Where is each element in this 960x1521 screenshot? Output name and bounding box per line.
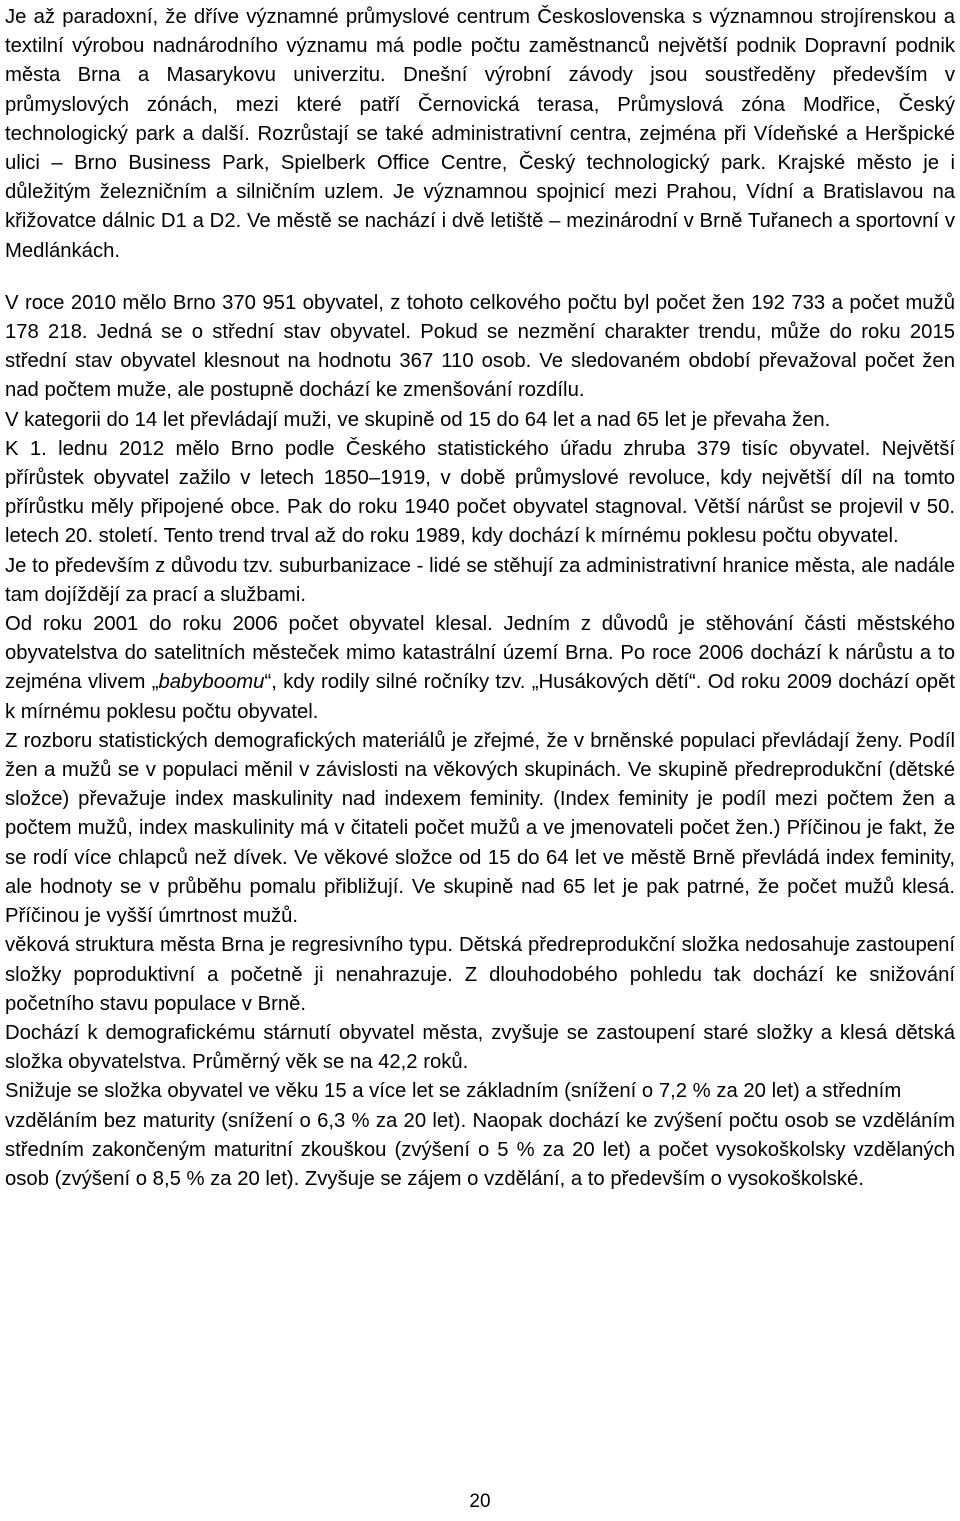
paragraph-text: K 1. lednu 2012 mělo Brno podle Českého statistického úřadu zhruba 379 tisíc obyvatel. Největší přírůstek obyvatel zažilo v letech 1850–1919, v době průmyslové revoluce, kdy největší díl na tomto přírůstku měly připojené obce. Pak do roku 1940 počet obyvatel stagnoval. Větší nárůst se projevil v 50. letech 20. století. Tento trend trval až do roku 1989, kdy dochází k mírnému poklesu počtu obyvatel. xyxy=(5,437,955,548)
paragraph-text: V kategorii do 14 let převládají muži, ve skupině od 15 do 64 let a nad 65 let je převaha žen. xyxy=(5,408,831,431)
paragraph-text: Od roku 2001 do roku 2006 počet obyvatel klesal. Jedním z důvodů je stěhování části městského obyvatelstva do satelitních městeček mimo katastrální území Brna. Po roce 2006 dochází k nárůstu a to zejména vlivem „ xyxy=(5,613,955,694)
document-body xyxy=(5,3,955,1194)
paragraph-spacer xyxy=(5,266,955,289)
paragraph-text: vzděláním bez maturity (snížení o 6,3 % za 20 let). Naopak dochází ke zvýšení počtu osob se vzděláním středním zakončeným maturitní zkouškou (zvýšení o 5 % za 20 let) a počet vysokoškolsky vzdělaných osob (zvýšení o 8,5 % za 20 let). Zvyšuje se zájem o vzdělání, a to především o vysokoškolské. xyxy=(5,1109,955,1190)
paragraph-text: Je to především z důvodu tzv. suburbanizace - lidé se stěhují za administrativní hranice města, ale nadále tam dojíždějí za prací a službami. xyxy=(5,554,955,606)
paragraph-population-2010 xyxy=(5,289,955,406)
paragraph-text: Z rozboru statistických demografických materiálů je zřejmé, že v brněnské populaci převládají ženy. Podíl žen a mužů se v populaci měnil v závislosti na věkových skupinách. Ve skupině předreprodukční (dětské složce) převažuje index maskulinity nad indexem feminity. (Index feminity je podíl mezi počtem žen a počtem mužů, index maskulinity má v čitateli počet mužů a ve jmenovateli počet žen.) Příčinou je fakt, že se rodí více chlapců než dívek. Ve věkové složce od 15 do 64 let ve městě Brně převládá index feminity, ale hodnoty se v průběhu pomalu přibližují. Ve skupině nad 65 let je pak patrné, že počet mužů klesá. Příčinou je vyšší úmrtnost mužů. xyxy=(5,729,955,928)
paragraph-age-structure xyxy=(5,931,955,1019)
paragraph-industry-transport xyxy=(5,3,955,266)
paragraph-text: Je až paradoxní, že dříve významné průmyslové centrum Československa s významnou strojírenskou a textilní výrobou nadnárodního významu má podle počtu zaměstnanců největší podnik Dopravní podnik města Brna a Masarykovu univerzitu. Dnešní výrobní závody jsou soustředěny především v průmyslových zónách, mezi které patří Černovická terasa, Průmyslová zóna Modřice, Český technologický park a další. Rozrůstají se také administrativní centra, zejména při Vídeňské a Heršpické ulici – Brno Business Park, Spielberk Office Centre, Český technologický park. Krajské město je i důležitým železničním a silničním uzlem. Je významnou spojnicí mezi Prahou, Vídní a Bratislavou na křižovatce dálnic D1 a D2. Ve městě se nachází i dvě letiště – mezinárodní v Brně Tuřanech a sportovní v Medlánkách. xyxy=(5,6,955,262)
paragraph-2001-2006 xyxy=(5,610,955,727)
paragraph-italic-term: babyboomu xyxy=(158,671,265,694)
paragraph-population-history xyxy=(5,435,955,552)
page-number: 20 xyxy=(469,1491,491,1512)
paragraph-age-categories xyxy=(5,406,955,435)
paragraph-text: “, kdy rodily silné ročníky tzv. „Husákových dětí“. Od roku 2009 dochází opět k mírnému poklesu počtu obyvatel. xyxy=(5,671,955,723)
paragraph-text: Dochází k demografickému stárnutí obyvatel města, zvyšuje se zastoupení staré složky a klesá dětská složka obyvatelstva. Průměrný věk se na 42,2 roků. xyxy=(5,1021,955,1074)
paragraph-suburbanization xyxy=(5,552,955,610)
paragraph-education-higher xyxy=(5,1107,955,1195)
paragraph-text: V roce 2010 mělo Brno 370 951 obyvatel, z tohoto celkového počtu byl počet žen 192 733 a počet mužů 178 218. Jedná se o střední stav obyvatel. Pokud se nezmění charakter trendu, může do roku 2015 střední stav obyvatel klesnout na hodnotu 367 110 osob. Ve sledovaném období převažoval počet žen nad počtem muže, ale postupně dochází ke zmenšování rozdílu. xyxy=(5,291,955,402)
paragraph-demographic-analysis xyxy=(5,727,955,931)
paragraph-text: Snižuje se složka obyvatel ve věku 15 a více let se základním (snížení o 7,2 % za 20 let) a středním xyxy=(5,1080,902,1103)
paragraph-text: věková struktura města Brna je regresivního typu. Dětská předreprodukční složka nedosahuje zastoupení složky poproduktivní a početně ji nenahrazuje. Z dlouhodobého pohledu tak dochází ke snižování početního stavu populace v Brně. xyxy=(5,934,955,1015)
paragraph-education-basic xyxy=(5,1077,955,1106)
paragraph-aging xyxy=(5,1019,955,1077)
